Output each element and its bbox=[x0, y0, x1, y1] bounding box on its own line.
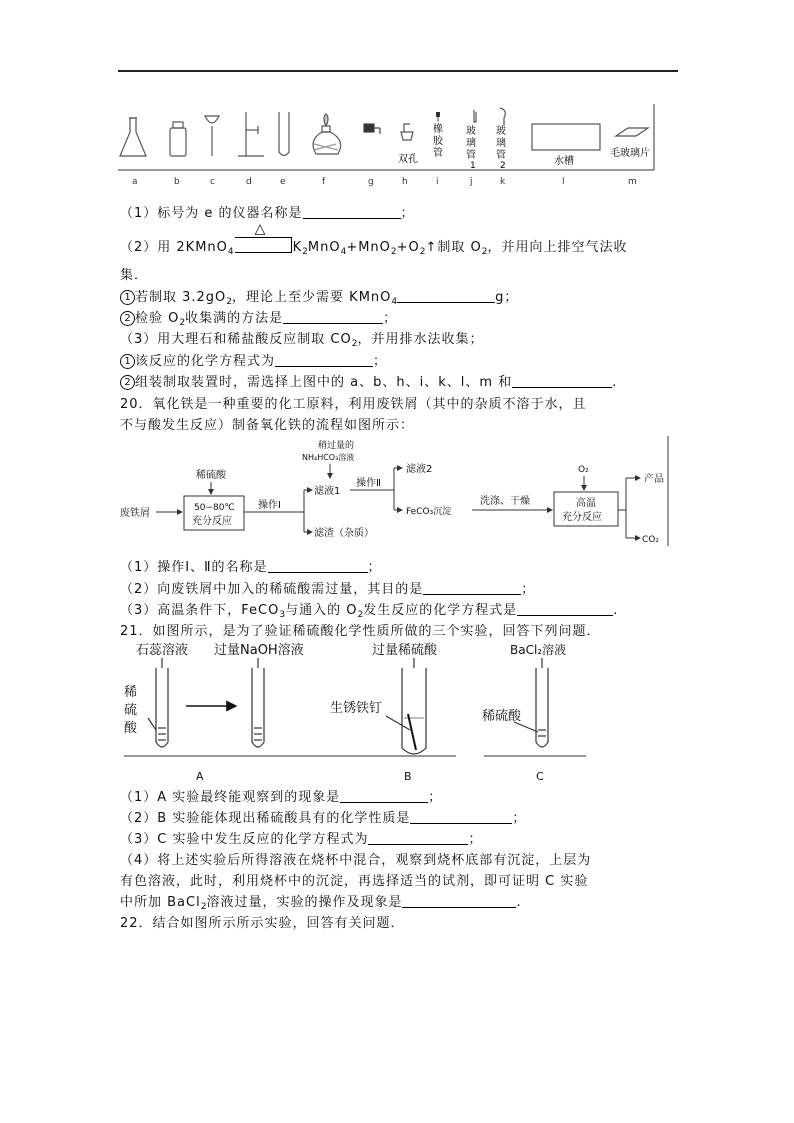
q19-part2-cont: 集． bbox=[120, 268, 149, 283]
q21-intro: 21．如图所示，是为了验证稀硫酸化学性质所做的三个实验，回答下列问题． bbox=[120, 624, 601, 639]
fig-acid-char1: 稀 bbox=[124, 685, 138, 700]
flow-op2: 操作Ⅱ bbox=[356, 478, 381, 489]
q19-part1: （1）标号为 e 的仪器名称是 ； bbox=[120, 206, 415, 221]
letter-c: c bbox=[210, 177, 215, 187]
flow-wash: 洗涤、干燥 bbox=[480, 496, 530, 507]
test-tube-a2 bbox=[252, 668, 264, 747]
q21-part3: （3）C 实验中发生反应的化学方程式为 ； bbox=[120, 832, 483, 847]
q19-part2-equation: （2）用 2KMnO$_4$ △ $K_2MnO_4+MnO_2+O_2↑$制取 $O_2$，并用向上排空气法收 bbox=[120, 221, 628, 257]
flow-feco3: FeCO₃沉淀 bbox=[406, 507, 452, 517]
letter-i: i bbox=[436, 177, 439, 187]
apparatus-letters bbox=[132, 177, 637, 187]
flow-op1: 操作Ⅰ bbox=[258, 500, 281, 511]
q19-part3: （3）用大理石和稀盐酸反应制取 $CO_2$，并用排水法收集； bbox=[120, 332, 484, 349]
q20-intro-line1: 20．氧化铁是一种重要的化工原料，利用废铁屑（其中的杂质不溶于水，且 bbox=[120, 397, 587, 412]
flow-product: 产品 bbox=[644, 474, 664, 485]
label-glass-tube-2-num: 2 bbox=[500, 161, 506, 171]
q21-part4-line2: 有色溶液，此时，利用烧杯中的沉淀，再选择适当的试剂，即可证明 C 实验 bbox=[120, 874, 589, 889]
test-tube-icon bbox=[279, 112, 289, 156]
letter-g: g bbox=[368, 177, 374, 187]
q19-c3: 1 该反应的化学方程式为 ； bbox=[120, 350, 387, 369]
flow-filtrate1: 滤液1 bbox=[314, 486, 341, 497]
letter-e: e bbox=[280, 177, 286, 187]
header-rule bbox=[118, 70, 678, 72]
letter-l: l bbox=[562, 177, 565, 187]
letter-f: f bbox=[322, 177, 326, 187]
glass-plate-icon bbox=[616, 128, 648, 136]
glass-tube-2-icon bbox=[500, 108, 505, 126]
letter-b: b bbox=[174, 177, 180, 187]
fig-rusty-nail-label: 生锈铁钉 bbox=[330, 701, 383, 716]
label-glass-tube-2: 玻璃管 bbox=[496, 126, 506, 161]
q21-part4-line3: 中所加 BaCl$_2$溶液过量，实验的操作及现象是 . bbox=[120, 895, 522, 912]
apparatus-figure bbox=[118, 104, 658, 190]
fig-litmus-label: 石蕊溶液 bbox=[136, 643, 189, 658]
alcohol-lamp-icon bbox=[313, 114, 341, 154]
letter-d: d bbox=[246, 177, 252, 187]
heat-condition: △ bbox=[254, 221, 267, 237]
flow-co2: CO₂ bbox=[642, 535, 659, 545]
label-glass-plate: 毛玻璃片 bbox=[610, 148, 650, 159]
flow-raw-material: 废铁屑 bbox=[120, 508, 150, 519]
q21-part4-line1: （4）将上述实验后所得溶液在烧杯中混合，观察到烧杯底部有沉淀，上层为 bbox=[120, 853, 592, 868]
double-hole-stopper-icon bbox=[401, 124, 413, 140]
flow-reagent-line1: 稍过量的 bbox=[318, 441, 355, 451]
letter-k: k bbox=[500, 177, 506, 187]
letter-j: j bbox=[470, 177, 473, 187]
conical-flask-icon bbox=[120, 118, 146, 156]
test-tube-c bbox=[514, 668, 548, 747]
flow-box1-temp: 50−80℃ bbox=[194, 503, 235, 513]
q22-intro: 22．结合如图所示所示实验，回答有关问题． bbox=[120, 916, 405, 931]
flow-reagent-line2: NH₄HCO₃溶液 bbox=[302, 453, 355, 462]
gas-jar-icon bbox=[170, 122, 186, 156]
label-water-trough: 水槽 bbox=[554, 156, 574, 167]
letter-h: h bbox=[402, 177, 408, 187]
flow-box2-line1: 高温 bbox=[576, 498, 596, 509]
single-hole-stopper-icon bbox=[364, 124, 380, 134]
fig-label-c: C bbox=[536, 770, 544, 783]
label-glass-tube-1-num: 1 bbox=[470, 161, 476, 171]
flow-acid-label: 稀硫酸 bbox=[196, 470, 226, 481]
label-glass-tube-1: 玻璃管 bbox=[466, 126, 476, 161]
fig-acid-c-label: 稀硫酸 bbox=[482, 709, 522, 724]
flow-residue: 滤渣（杂质） bbox=[314, 528, 374, 539]
q20-part1: （1）操作Ⅰ、Ⅱ的名称是 ； bbox=[120, 560, 382, 575]
q21-part1: （1）A 实验最终能观察到的现象是 ； bbox=[120, 790, 443, 805]
flow-box2-line2: 充分反应 bbox=[562, 512, 602, 523]
fig-acid-char2: 硫 bbox=[124, 703, 138, 718]
q19-c4: 2 组装制取装置时，需选择上图中的 a、b、h、i、k、l、m 和 . bbox=[120, 371, 617, 390]
letter-a: a bbox=[132, 177, 138, 187]
fig-acid-char3: 酸 bbox=[124, 721, 138, 736]
q20-part3: （3）高温条件下，FeCO$_3$与通入的 $O_2$发生反应的化学方程式是 . bbox=[120, 603, 619, 620]
letter-m: m bbox=[628, 177, 637, 187]
test-tube-a1 bbox=[148, 668, 168, 747]
flow-box1-text: 充分反应 bbox=[192, 516, 232, 527]
water-trough-icon bbox=[532, 124, 600, 150]
q21-part2: （2）B 实验能体现出稀硫酸具有的化学性质是 ； bbox=[120, 811, 527, 826]
flow-filtrate2: 滤液2 bbox=[406, 464, 433, 475]
fig-label-a: A bbox=[196, 770, 204, 783]
q19-c1: 1 若制取 $3.2gO_2$，理论上至少需要 KMnO$_4$ g； bbox=[120, 286, 518, 307]
glass-tube-1-icon bbox=[474, 110, 476, 122]
label-rubber-tube: 橡胶管 bbox=[433, 124, 443, 159]
fig-bacl2-label: BaCl₂溶液 bbox=[510, 643, 567, 657]
fig-label-b: B bbox=[404, 770, 412, 783]
flow-o2: O₂ bbox=[578, 465, 589, 475]
q21-figure bbox=[118, 638, 598, 784]
q19-c2: 2 检验 $O_2$收集满的方法是 ； bbox=[120, 307, 397, 328]
long-neck-funnel-icon bbox=[205, 116, 219, 156]
label-double-hole: 双孔 bbox=[398, 154, 418, 165]
rusty-nail-icon bbox=[408, 714, 416, 750]
fig-excess-acid-label: 过量稀硫酸 bbox=[372, 643, 438, 658]
fig-naoh-label: 过量NaOH溶液 bbox=[214, 643, 304, 658]
q20-part2: （2）向废铁屑中加入的稀硫酸需过量，其目的是 ； bbox=[120, 582, 536, 597]
q20-intro-line2: 不与酸发生反应）制备氧化铁的流程如图所示： bbox=[120, 418, 415, 433]
test-tube-b bbox=[386, 668, 426, 754]
q20-flowchart bbox=[118, 436, 674, 550]
iron-stand-icon bbox=[238, 112, 264, 156]
rubber-tube-icon bbox=[436, 112, 440, 122]
